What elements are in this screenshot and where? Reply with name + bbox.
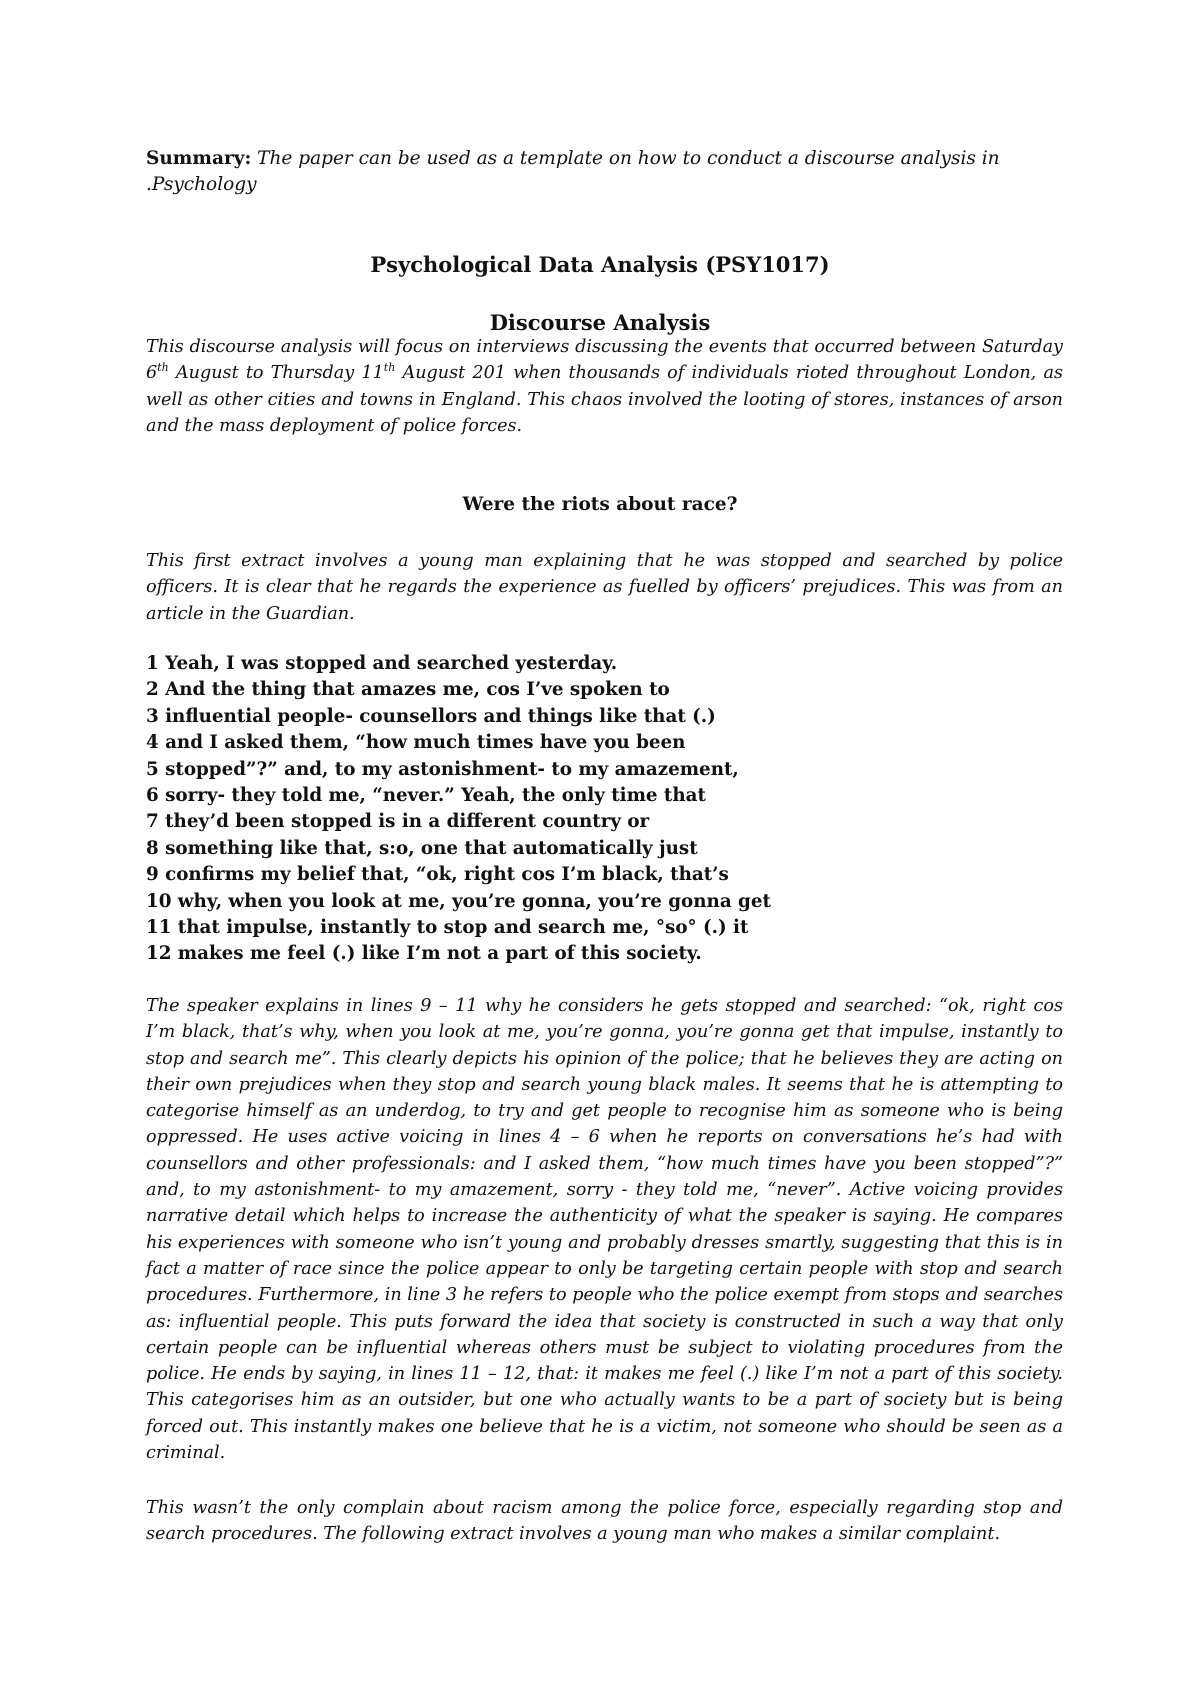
summary: [146, 146, 1066, 198]
extract-line: 2 And the thing that amazes me, cos I’ve spoken to: [146, 679, 670, 701]
extract-line: 10 why, when you look at me, you’re gonna, you’re gonna get: [146, 890, 771, 912]
extract-line: 3 influential people- counsellors and things like that (.): [146, 705, 716, 727]
closing-paragraph: This wasn’t the only complain about racism among the police force, especially regarding stop and search procedures. The following extract involves a young man who makes a similar complaint.: [146, 1498, 1063, 1545]
extract-line: 5 stopped”?” and, to my astonishment- to my amazement,: [146, 758, 739, 780]
document-title: Psychological Data Analysis (PSY1017): [370, 252, 830, 277]
extract-line: 7 they’d been stopped is in a different country or: [146, 811, 650, 833]
extract-line: 1 Yeah, I was stopped and searched yesterday.: [146, 653, 618, 674]
summary-text: The paper can be used as a template on how to conduct a discourse analysis in: [257, 148, 1000, 169]
intro-sup2: th: [383, 361, 396, 375]
intro-sup1: th: [157, 361, 169, 375]
intro-part2: August to Thursday 11: [168, 363, 384, 384]
intro-part1: This discourse analysis will focus on interviews discussing the events that occurred between Saturday 6: [146, 337, 1063, 384]
summary-text-line2: .Psychology: [146, 174, 257, 195]
extract-intro-paragraph: This first extract involves a young man explaining that he was stopped and searched by police officers. It is clear that he regards the experience as fuelled by officers’ prejudices. This was from an article in the Guardian.: [146, 551, 1063, 624]
analysis-paragraph: The speaker explains in lines 9 – 11 why he considers he gets stopped and searched: “ok, right cos I’m black, that’s why, when you look at me, you’re gonna, you’re gonna get that impulse, instantly to stop and search me”. This clearly depicts his opinion of the police; that he believes they are acting on their own prejudices when they stop and search young black males. It seems that he is attempting to categorise himself as an underdog, to try and get people to recognise him as someone who is being oppressed. He uses active voicing in lines 4 – 6 when he reports on conversations he’s had with counsellors and other professionals: and I asked them, “how much times have you been stopped”?” and, to my astonishment- to my amazement, sorry - they told me, “never”. Active voicing provides narrative detail which helps to increase the authenticity of what the speaker is saying. He compares his experiences with someone who isn’t young and probably dresses smartly, suggesting that this is in fact a matter of race since the police appear to only be targeting certain people with stop and search procedures. Furthermore, in line 3 he refers to people who the police exempt from stops and searches as: influential people. This puts forward the idea that society is constructed in such a way that only certain people can be influential whereas others must be subject to violating procedures from the police. He ends by saying, in lines 11 – 12, that: it makes me feel (.) like I’m not a part of this society. This categorises him as an outsider, but one who actually wants to be a part of society but is being forced out. This instantly makes one believe that he is a victim, not someone who should be seen as a criminal.: [146, 996, 1063, 1464]
extract-transcript: [146, 651, 771, 968]
intro-part3: August 201 when thousands of individuals rioted throughout London, as well as other cities and towns in England. This chaos involved the looting of stores, instances of arson and the mass deployment of police forces.: [146, 363, 1063, 436]
extract-line: 11 that impulse, instantly to stop and search me, °so° (.) it: [146, 917, 749, 939]
extract-line: 9 confirms my belief that, “ok, right cos I’m black, that’s: [146, 864, 729, 886]
extract-line: 8 something like that, s:o, one that automatically just: [146, 837, 698, 859]
extract-line: 6 sorry- they told me, “never.” Yeah, the only time that: [146, 785, 706, 807]
intro-paragraph: [146, 334, 1063, 439]
section-heading: Were the riots about race?: [462, 494, 738, 515]
summary-label: Summary:: [146, 148, 252, 169]
document-subtitle: Discourse Analysis: [489, 310, 711, 335]
extract-line: 12 makes me feel (.) like I’m not a part of this society.: [146, 943, 702, 965]
extract-line: 4 and I asked them, “how much times have you been: [146, 732, 686, 754]
